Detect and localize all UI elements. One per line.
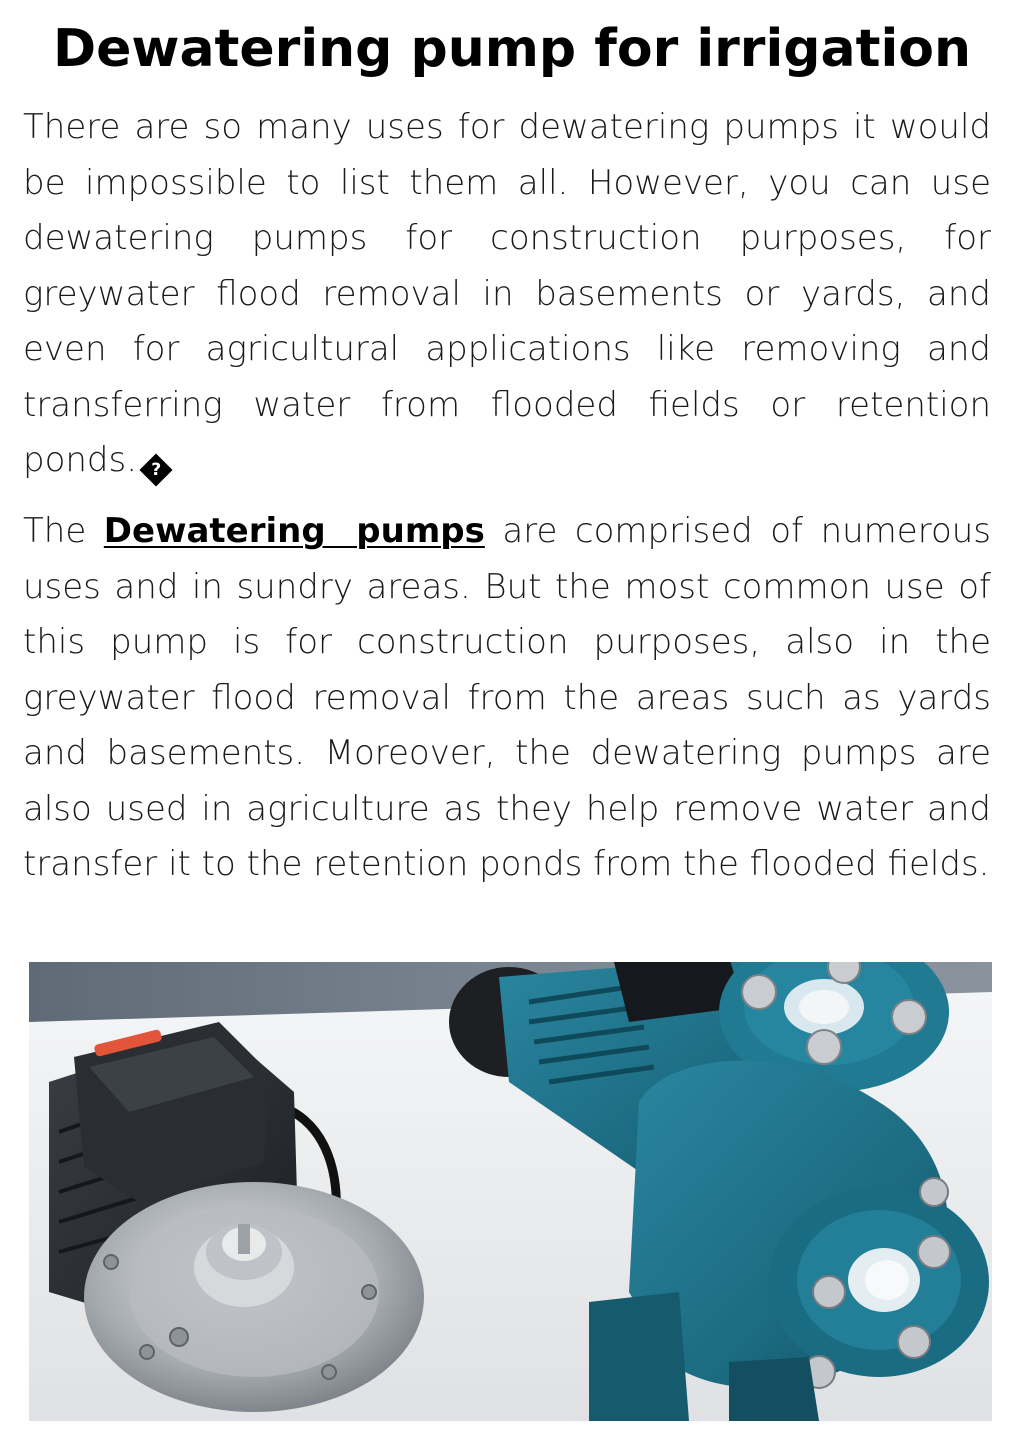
- dewatering-pumps-link[interactable]: Dewatering pumps: [103, 511, 485, 551]
- page-title: Dewatering pump for irrigation: [52, 19, 972, 79]
- paragraph-uses-text: are comprised of numerous uses and in sundry areas. But the most common use of this pump is for construction purposes, also in the greywater flood removal from the areas such as yards and basements. Moreover, the dewatering pumps are also used in agriculture as they help remove water and transfer it to the retention ponds from the flooded fields.: [23, 511, 992, 884]
- paragraph-intro-text: There are so many uses for dewatering pumps it would be impossible to list them all. However, you can use dewatering pumps for construction purposes, for greywater flood removal in basements or yards, and even for agricultural applications like removing and transferring water from flooded fields or retention ponds.: [23, 107, 991, 480]
- replacement-character-icon: ?: [140, 453, 173, 486]
- paragraph-uses-lead: The: [23, 511, 87, 551]
- paragraph-uses: [23, 504, 991, 893]
- paragraph-intro: [23, 100, 991, 489]
- pumps-photo: [29, 962, 992, 1421]
